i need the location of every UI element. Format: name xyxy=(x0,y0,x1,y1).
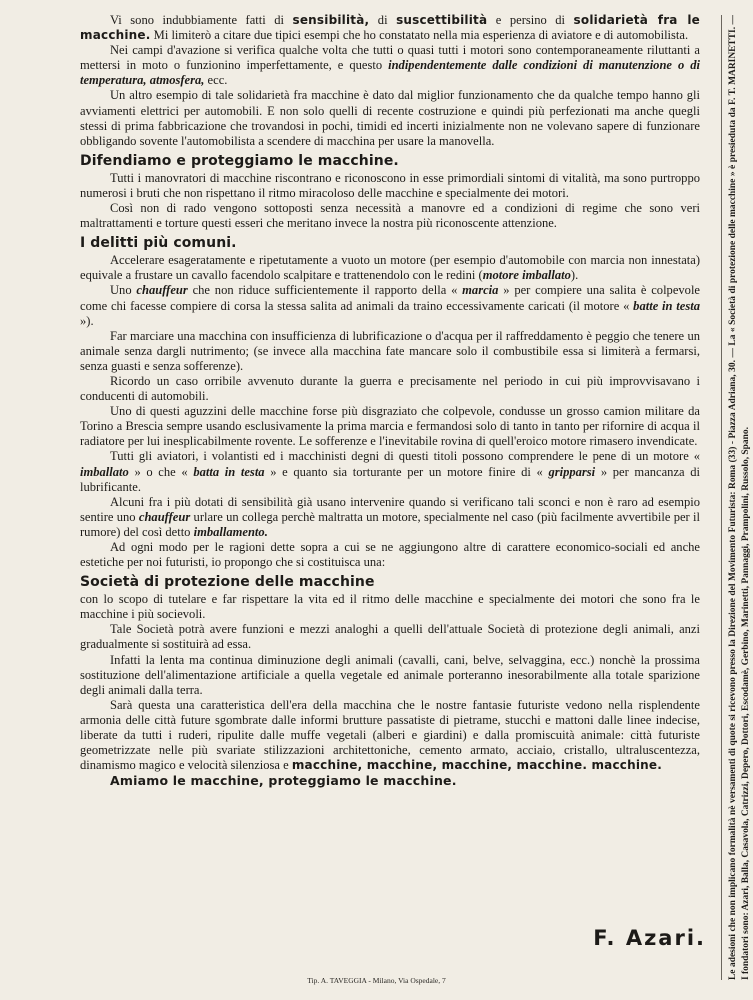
text: » e quanto sia torturante per un motore finire di « xyxy=(264,464,549,479)
paragraph xyxy=(80,283,700,328)
manifesto-text xyxy=(80,13,700,788)
italic-text: chauffeur xyxy=(138,509,191,524)
italic-text: imballato xyxy=(80,464,129,479)
paragraph: Infatti la lenta ma continua diminuzione degli animali (cavalli, cani, belve, selvaggina, ecc.) nonchè la prossima sostituzione dell'alimentazione artificiale a quella vegetale ed animale porteranno inesorabilmente alla totale sparizione degli animali dalla terra. xyxy=(80,652,700,697)
text: urlare un collega perchè maltratta un motore, specialmente nel caso (più facilmente avvertibile per il rumore) del così detto xyxy=(80,509,700,539)
paragraph: Tale Società potrà avere funzioni e mezzi analoghi a quelli dell'attuale Società di protezione degli animali, anzi gradualmente si sostituirà ad essa. xyxy=(80,622,700,652)
bold-text: sensibilità, xyxy=(292,13,370,27)
text: Uno xyxy=(110,283,137,298)
text: Sarà questa una caratteristica dell'era della macchina che le nostre fantasie futuriste vedono nella risplendente armonia delle città future sgombrate dalle informi brutture passatiste di pietrame, stucchi e mattoni dalle linee indecise, liberate da tutti i ruderi, ripulite dalle muffe vegetali (alberi e giardini) e dalla promiscuità animale: città futuriste geometrizzate nelle più svariate stilizzazioni architettoniche, cemento armato, acciaio, cristallo, ultraluscentezza, dinamismo magico e velocità silenziosa e xyxy=(80,697,700,773)
paragraph: con lo scopo di tutelare e far rispettare la vita ed il ritmo delle macchine e specialmente dei motori che sono fra le macchine i più socievoli. xyxy=(80,592,700,622)
text: ). xyxy=(570,268,579,283)
bold-text: macchine, macchine, macchine, macchine. macchine. xyxy=(291,758,662,773)
paragraph xyxy=(80,253,700,283)
text: Nei campi d'avazione si verifica qualche volta che tutti o quasi tutti i motori sono contemporaneamente riluttanti a mettersi in moto o funzionino imperfettamente, e questo xyxy=(80,43,700,73)
paragraph: Un altro esempio di tale solidarietà fra macchine è dato dal miglior funzionamento che da qualche tempo hanno gli avviamenti elettrici per automobili. E non solo quelli di recente costruzione e quindi più perfezionati ma anche quegli stessi di prima fabbricazione che trovandosi in pochi, timidi ed incerti inizialmente non ne volevano sapere di funzionare obbligando sovente l'automobilista a scendere di macchina per usare la manovella. xyxy=(80,88,700,148)
text: e persino di xyxy=(487,13,574,27)
side-note-vertical: Le adesioni che non implicano formalità nè versamenti di quote si ricevono presso la Direzione del Movimento Futurista: Roma (33) - Piazza Adriana, 30. — La « Società di protezione delle macchine » è presieduta da F. T. MARINETTI. — I fondatori sono: Azari, Balla, Casavola, Catrizzi, Depero, Dottori, Escodamè, Gerbino, Marinetti, Pannaggi, Prampolini, Russolo, Spano. xyxy=(728,15,751,980)
section-heading-society: Società di protezione delle macchine xyxy=(80,574,375,591)
italic-text: marcia xyxy=(462,283,499,298)
italic-text: indipendentemente dalle condizioni di manutenzione o di temperatura, atmosfera, xyxy=(80,58,700,88)
paragraph xyxy=(80,495,700,540)
bold-text: Amiamo le macchine, proteggiamo le macchine. xyxy=(110,773,457,789)
italic-text: imballamento. xyxy=(193,524,268,539)
paragraph: Ad ogni modo per le ragioni dette sopra a cui se ne aggiungono altre di carattere economico-sociali ed anche estetiche per noi futuristi, io propongo che si costituisca una: xyxy=(80,540,700,570)
author-signature: F. Azari. xyxy=(593,926,706,950)
section-heading-defend: Difendiamo e proteggiamo le macchine. xyxy=(80,152,399,169)
text: Vi sono indubbiamente fatti di xyxy=(110,13,293,27)
paragraph: Così non di rado vengono sottoposti senza necessità a manovre ed a condizioni di regime che sono veri maltrattamenti e torture questi esseri che meritano invece la nostra più riconoscente attenzione. xyxy=(80,201,700,231)
bold-text: solidarietà fra le macchine. xyxy=(80,13,700,43)
italic-text: chauffeur xyxy=(136,283,188,298)
paragraph xyxy=(80,698,700,773)
section-heading-crimes: I delitti più comuni. xyxy=(80,235,237,252)
paragraph: Ricordo un caso orribile avvenuto durante la guerra e precisamente nel periodo in cui più improvvisavano i conducenti di automobili. xyxy=(80,373,700,404)
text: Alcuni fra i più dotati di sensibilità già usano intervenire quando si verificano tali sconci e non è raro ad esempio sentire uno xyxy=(80,494,700,524)
text: Accelerare esageratamente e ripetutamente a vuoto un motore (per esempio d'automobile con marcia non innestata) equivale a frustare un cavallo facendolo scalpitare e trattenendolo con le redini ( xyxy=(80,253,700,283)
paragraph: Uno di questi aguzzini delle macchine forse più disgraziato che colpevole, condusse un grosso camion militare da Torino a Brescia sempre usando esclusivamente la prima marcia e fermandosi solo di tanto in tanto per rifornire di acqua il radiatore per lui inesplicabilmente rovente. Le sofferenze e l'inevitabile rovina di quell'eroico motore rimasero invendicate. xyxy=(80,404,700,449)
text: che non riduce sufficientemente il rapporto della « xyxy=(187,283,463,298)
italic-text: gripparsi xyxy=(548,464,596,479)
text: ecc. xyxy=(204,73,228,88)
paragraph xyxy=(80,13,700,43)
closing-line xyxy=(80,773,700,788)
italic-text: batta in testa xyxy=(193,464,265,479)
vertical-divider xyxy=(721,15,722,980)
text: » o che « xyxy=(128,464,194,479)
paragraph xyxy=(80,43,700,88)
text: » per mancanza di lubrificante. xyxy=(80,464,700,494)
paragraph xyxy=(80,449,700,494)
text: Mi limiterò a citare due tipici esempi che ho constatato nella mia esperienza di aviatore e di automobilista. xyxy=(150,28,689,43)
text: » per compiere una salita è colpevole come chi facesse compiere di corsa la stessa salita ad animali da traino eccessivamente caricati (il motore « xyxy=(80,283,700,313)
paragraph: Far marciare una macchina con insufficienza di lubrificazione o d'acqua per il raffreddamento è peggio che tenere un animale senza dargli nutrimento; (se invece alla macchina fate mancare solo il combustibile essa si limiterà a fermarsi, senza guasti e senza sofferenze). xyxy=(80,328,700,373)
text: Tutti gli aviatori, i volantisti ed i macchinisti degni di questi titoli possono comprendere le pene di un motore « xyxy=(110,449,700,464)
text: »). xyxy=(80,313,94,328)
italic-text: motore imballato xyxy=(482,268,571,283)
text: di xyxy=(369,13,397,27)
bold-text: suscettibilità xyxy=(396,13,488,27)
italic-text: batte in testa xyxy=(633,298,701,313)
paragraph: Tutti i manovratori di macchine riscontrano e riconoscono in esse primordiali sintomi di vitalità, ma sono purtroppo numerosi i bruti che non rispettano il ritmo miracoloso delle macchine e specialmente dei motori. xyxy=(80,170,700,200)
printer-imprint: Tip. A. TAVEGGIA - Milano, Via Ospedale, 7 xyxy=(307,976,446,985)
